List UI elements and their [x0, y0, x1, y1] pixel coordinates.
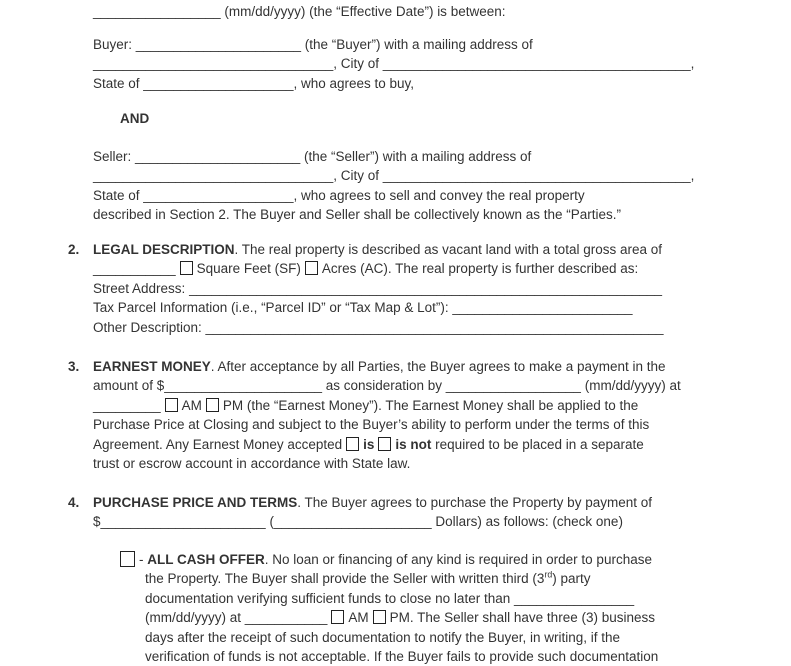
- all-cash-am-label: AM: [348, 610, 369, 626]
- seller-state-text: , who agrees to sell and convey the real property: [293, 187, 585, 203]
- earnest-accepted-text: Agreement. Any Earnest Money accepted: [93, 436, 343, 452]
- all-cash-documentation-line: [145, 589, 658, 608]
- checkbox-all-cash-offer[interactable]: [120, 551, 135, 567]
- effective-date-blank[interactable]: _________________: [93, 4, 221, 19]
- effective-date-text: (mm/dd/yyyy) (the “Effective Date”) is between:: [220, 4, 506, 19]
- buyer-name-blank[interactable]: ______________________: [135, 37, 301, 52]
- seller-name-blank[interactable]: ______________________: [135, 149, 301, 164]
- earnest-accepted-line: [93, 435, 681, 454]
- legal-description-text: . The real property is described as vacant land with a total gross area of: [234, 242, 662, 257]
- street-address-label: Street Address:: [93, 280, 190, 296]
- gross-area-line: [93, 259, 664, 278]
- all-cash-offer-item: [120, 550, 658, 666]
- all-cash-third-party-text: the Property. The Buyer shall provide the Seller with written third (3: [145, 571, 545, 587]
- earnest-is-label: is: [363, 436, 375, 452]
- all-cash-pm-text: PM. The Seller shall have three (3) business: [389, 610, 655, 626]
- gross-area-blank[interactable]: ___________: [93, 261, 176, 277]
- purchase-words-blank[interactable]: _____________________: [273, 514, 432, 530]
- seller-label: Seller:: [93, 149, 136, 164]
- other-description-blank[interactable]: _____________________________________________________________: [205, 319, 664, 335]
- buyer-city-blank[interactable]: _________________________________________: [382, 56, 691, 72]
- earnest-money-heading-line: [68, 357, 681, 376]
- purchase-dollars-text: Dollars) as follows: (check one): [431, 514, 623, 530]
- all-cash-heading-line: [120, 550, 658, 569]
- acres-label: Acres (AC). The real property is further described as:: [321, 261, 639, 277]
- buyer-label: Buyer:: [93, 37, 136, 52]
- effective-date-paragraph: [93, 2, 505, 21]
- seller-city-blank[interactable]: _________________________________________: [382, 168, 691, 184]
- earnest-money-heading: EARNEST MONEY: [93, 359, 211, 374]
- purchase-amount-line: [93, 512, 652, 531]
- section-4-number: 4.: [68, 495, 80, 510]
- purchase-price-text: . The Buyer agrees to purchase the Property by payment of: [297, 495, 652, 510]
- all-cash-text: . No loan or financing of any kind is required in order to purchase: [264, 552, 652, 567]
- checkbox-earnest-is-not[interactable]: [378, 437, 391, 451]
- purchase-price-heading-line: [68, 493, 652, 512]
- legal-description-heading: LEGAL DESCRIPTION: [93, 242, 235, 257]
- buyer-address-comma: ,: [690, 56, 695, 72]
- buyer-address-blank[interactable]: ________________________________: [93, 56, 334, 72]
- earnest-am-label: AM: [181, 397, 202, 413]
- tax-parcel-line: [93, 298, 664, 317]
- earnest-escrow-line: trust or escrow account in accordance with State law.: [93, 455, 411, 471]
- seller-paragraph: [93, 147, 694, 225]
- purchase-paren: (: [265, 514, 274, 530]
- seller-address-comma: ,: [690, 168, 695, 184]
- earnest-amount-line: [93, 376, 681, 395]
- buyer-state-line: [93, 74, 694, 93]
- street-address-line: [93, 279, 664, 298]
- buyer-paragraph: [93, 35, 694, 93]
- section-earnest-money: [68, 357, 681, 473]
- all-cash-dash: -: [139, 552, 148, 567]
- purchase-price-heading: PURCHASE PRICE AND TERMS: [93, 495, 298, 510]
- buyer-name-text: (the “Buyer”) with a mailing address of: [300, 37, 533, 52]
- checkbox-earnest-is[interactable]: [346, 437, 359, 451]
- all-cash-property-line: [145, 569, 658, 588]
- earnest-amount-blank[interactable]: _____________________: [164, 378, 322, 394]
- earnest-amount-label: amount of $: [93, 378, 165, 394]
- purchase-amount-blank[interactable]: ______________________: [100, 514, 266, 530]
- earnest-date-blank[interactable]: __________________: [445, 378, 581, 394]
- earnest-purchase-price-line: Purchase Price at Closing and subject to the Buyer’s ability to perform under the terms of this: [93, 417, 650, 433]
- effective-date-line: [93, 2, 505, 21]
- earnest-pm-text: PM (the “Earnest Money”). The Earnest Money shall be applied to the: [222, 397, 639, 413]
- tax-parcel-label: Tax Parcel Information (i.e., “Parcel ID” or “Tax Map & Lot”):: [93, 300, 453, 316]
- all-cash-notify-line: days after the receipt of such documentation to notify the Buyer, in writing, if the: [145, 629, 621, 645]
- third-party-superscript: rd: [544, 569, 553, 580]
- and-label: AND: [120, 111, 150, 126]
- all-cash-no-later-text: documentation verifying sufficient funds to close no later than: [145, 590, 514, 606]
- seller-address-blank[interactable]: ________________________________: [93, 168, 334, 184]
- checkbox-all-cash-am[interactable]: [331, 610, 344, 624]
- all-cash-date-blank[interactable]: ________________: [513, 590, 635, 606]
- earnest-date-suffix: (mm/dd/yyyy) at: [580, 378, 681, 394]
- all-cash-mmddyyyy-label: (mm/dd/yyyy) at: [145, 610, 245, 626]
- section-3-number: 3.: [68, 359, 80, 374]
- all-cash-party-text: ) party: [552, 571, 591, 587]
- section-purchase-price: [68, 493, 652, 532]
- checkbox-earnest-am[interactable]: [165, 398, 178, 412]
- buyer-state-label: State of: [93, 75, 144, 91]
- all-cash-heading: ALL CASH OFFER: [147, 552, 265, 567]
- legal-description-heading-line: [68, 240, 664, 259]
- street-address-blank[interactable]: _______________________________________________________________: [189, 280, 663, 296]
- all-cash-time-blank[interactable]: ___________: [244, 610, 328, 626]
- section-legal-description: [68, 240, 664, 337]
- earnest-time-blank[interactable]: _________: [93, 397, 161, 413]
- seller-state-label: State of: [93, 187, 144, 203]
- earnest-time-line: [93, 396, 681, 415]
- and-separator: [120, 109, 149, 128]
- seller-name-text: (the “Seller”) with a mailing address of: [300, 149, 532, 164]
- other-description-line: [93, 318, 664, 337]
- seller-name-line: [93, 147, 694, 166]
- earnest-money-text: . After acceptance by all Parties, the Buyer agrees to make a payment in the: [210, 359, 666, 374]
- earnest-consideration-label: as consideration by: [321, 378, 446, 394]
- tax-parcel-blank[interactable]: ________________________: [452, 300, 633, 316]
- buyer-city-label: , City of: [333, 56, 383, 72]
- seller-address-line: [93, 166, 694, 185]
- checkbox-earnest-pm[interactable]: [206, 398, 219, 412]
- square-feet-label: Square Feet (SF): [196, 261, 301, 277]
- other-description-label: Other Description:: [93, 319, 206, 335]
- purchase-dollar-sign: $: [93, 514, 101, 530]
- seller-state-line: [93, 186, 694, 205]
- section-2-number: 2.: [68, 242, 80, 257]
- seller-city-label: , City of: [333, 168, 383, 184]
- checkbox-square-feet[interactable]: [180, 261, 193, 275]
- buyer-state-blank[interactable]: ____________________: [143, 75, 294, 91]
- buyer-state-text: , who agrees to buy,: [293, 75, 415, 91]
- earnest-is-not-label: is not: [395, 436, 432, 452]
- checkbox-acres[interactable]: [305, 261, 318, 275]
- seller-parties-line: described in Section 2. The Buyer and Seller shall be collectively known as the “Parties.”: [93, 207, 622, 223]
- buyer-address-line: [93, 54, 694, 73]
- earnest-required-text: required to be placed in a separate: [431, 436, 644, 452]
- all-cash-verification-line: verification of funds is not acceptable. If the Buyer fails to provide such documentation: [145, 648, 659, 664]
- checkbox-all-cash-pm[interactable]: [373, 610, 386, 624]
- seller-state-blank[interactable]: ____________________: [143, 187, 294, 203]
- buyer-name-line: [93, 35, 694, 54]
- all-cash-time-line: [145, 608, 658, 627]
